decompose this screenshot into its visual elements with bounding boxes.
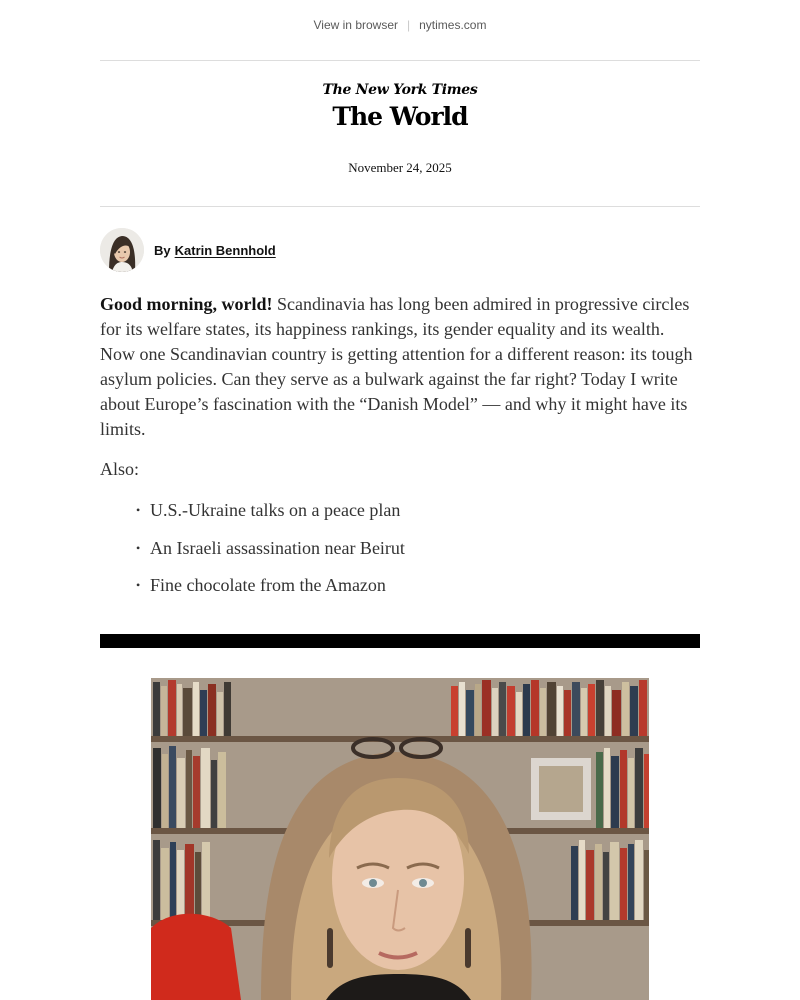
also-label: Also: [100, 459, 140, 479]
byline [100, 228, 276, 272]
author-portrait-icon [100, 228, 144, 272]
nytimes-link[interactable]: nytimes.com [419, 18, 487, 32]
top-divider [100, 60, 700, 61]
author-photo-bookshelf-icon [151, 678, 649, 1000]
author-avatar[interactable] [100, 228, 144, 272]
top-links [0, 17, 800, 33]
top-links-separator: | [407, 18, 411, 32]
view-in-browser-link[interactable]: View in browser [313, 18, 398, 32]
newsletter-date: November 24, 2025 [348, 160, 452, 175]
list-item: • Fine chocolate from the Amazon [136, 573, 700, 598]
intro-text: Scandinavia has long been admired in progressive circles for its welfare states, its happiness rankings, its gender equality and its wealth. Now one Scandinavian country is getting attention for a different reason: its tough asylum policies. Can they serve as a bulwark against the far right? Today I write about Europe’s fascination with the “Danish Model” — and why it might have its limits. [100, 294, 693, 439]
byline-prefix: By [154, 242, 171, 258]
masthead [0, 81, 800, 133]
newsletter-body [100, 292, 700, 611]
newsletter-title: The World [332, 102, 468, 131]
list-item: • U.S.-Ukraine talks on a peace plan [136, 498, 700, 523]
list-item: • An Israeli assassination near Beirut [136, 536, 700, 561]
greeting: Good morning, world! [100, 294, 273, 314]
masthead-divider [100, 206, 700, 207]
section-divider-bar [100, 634, 700, 648]
intro-paragraph [100, 292, 700, 442]
author-link[interactable]: Katrin Bennhold [174, 242, 276, 258]
hero-photo[interactable] [151, 678, 649, 1000]
also-list [100, 498, 700, 598]
nyt-logo[interactable]: The New York Times [322, 82, 478, 98]
